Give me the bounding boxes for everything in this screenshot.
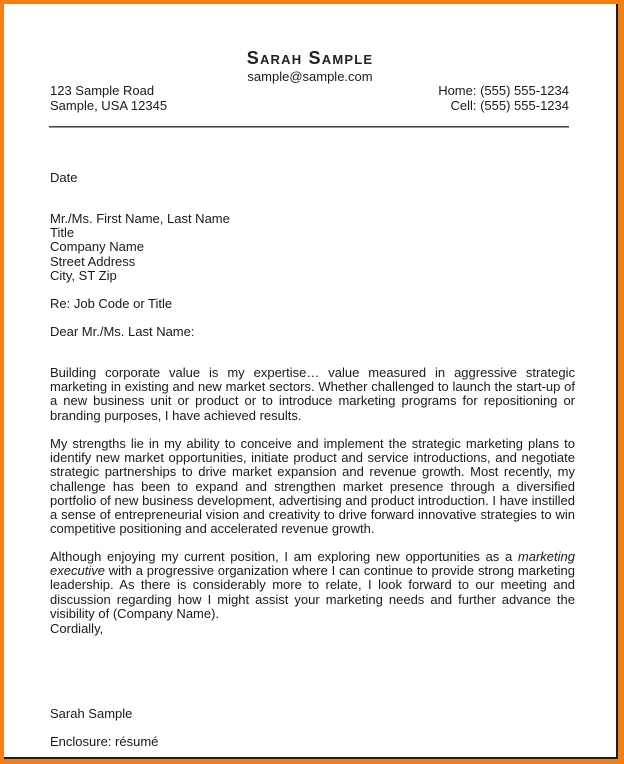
recipient-city: City, ST Zip bbox=[50, 267, 117, 283]
paragraph-2: My strengths lie in my ability to conceive and implement the strategic marketing plans to identify new market opportunities, initiate product and service introductions, and negotiate strategic partnerships to drive market expansion and revenue growth. Most recently, my challenge has been to expand and strengthen market presence through a diversified portfolio of new business development, advertising and product introduction. I have instilled a sense of entrepreneurial vision and creativity to drive forward innovative strategies to win competitive positioning and accelerated revenue growth. bbox=[50, 436, 575, 537]
recipient-name: Mr./Ms. First Name, Last Name bbox=[50, 211, 230, 226]
recipient-street: Street Address bbox=[50, 253, 136, 269]
sender-email: sample@sample.com bbox=[247, 69, 373, 84]
cell-phone: Cell: (555) 555-1234 bbox=[450, 98, 569, 113]
closing: Cordially, bbox=[50, 621, 104, 636]
letter-date: Date bbox=[50, 170, 78, 185]
letter-page bbox=[4, 4, 616, 757]
paragraph-1: Building corporate value is my expertise… value measured in aggressive strategic marketing in existing and new market sectors. Whether challenged to launch the start-up of a new business unit or product or to introduce marketing programs for repositioning or branding purposes, I have achieved results. bbox=[50, 365, 575, 423]
paragraph-3-emphasis: marketing executive bbox=[50, 549, 575, 579]
address-line-2: Sample, USA 12345 bbox=[50, 98, 168, 113]
sender-name: Sarah Sample bbox=[246, 48, 374, 68]
page-border bbox=[4, 4, 618, 759]
recipient-block bbox=[50, 212, 575, 283]
paragraph-3 bbox=[50, 550, 575, 621]
address-line-1: 123 Sample Road bbox=[50, 83, 155, 98]
paragraph-3-start: Although enjoying my current position, I am exploring new opportunities as a bbox=[50, 549, 518, 564]
sender-address bbox=[50, 83, 167, 113]
sender-phones bbox=[438, 83, 569, 113]
header-divider bbox=[49, 126, 569, 128]
paragraph-3-end: with a progressive organization where I can continue to provide strong marketing leadership. As there is considerably more to relate, I look forward to our meeting and discussion regarding how I might assist your marketing needs and further advance the visibility of (Company Name). bbox=[50, 563, 575, 621]
recipient-title: Title bbox=[50, 225, 75, 241]
signature-name: Sarah Sample bbox=[50, 706, 133, 721]
enclosure-note: Enclosure: résumé bbox=[50, 734, 159, 749]
salutation: Dear Mr./Ms. Last Name: bbox=[50, 324, 195, 339]
recipient-company: Company Name bbox=[50, 239, 144, 255]
home-phone: Home: (555) 555-1234 bbox=[438, 83, 569, 98]
subject-line: Re: Job Code or Title bbox=[50, 296, 173, 311]
